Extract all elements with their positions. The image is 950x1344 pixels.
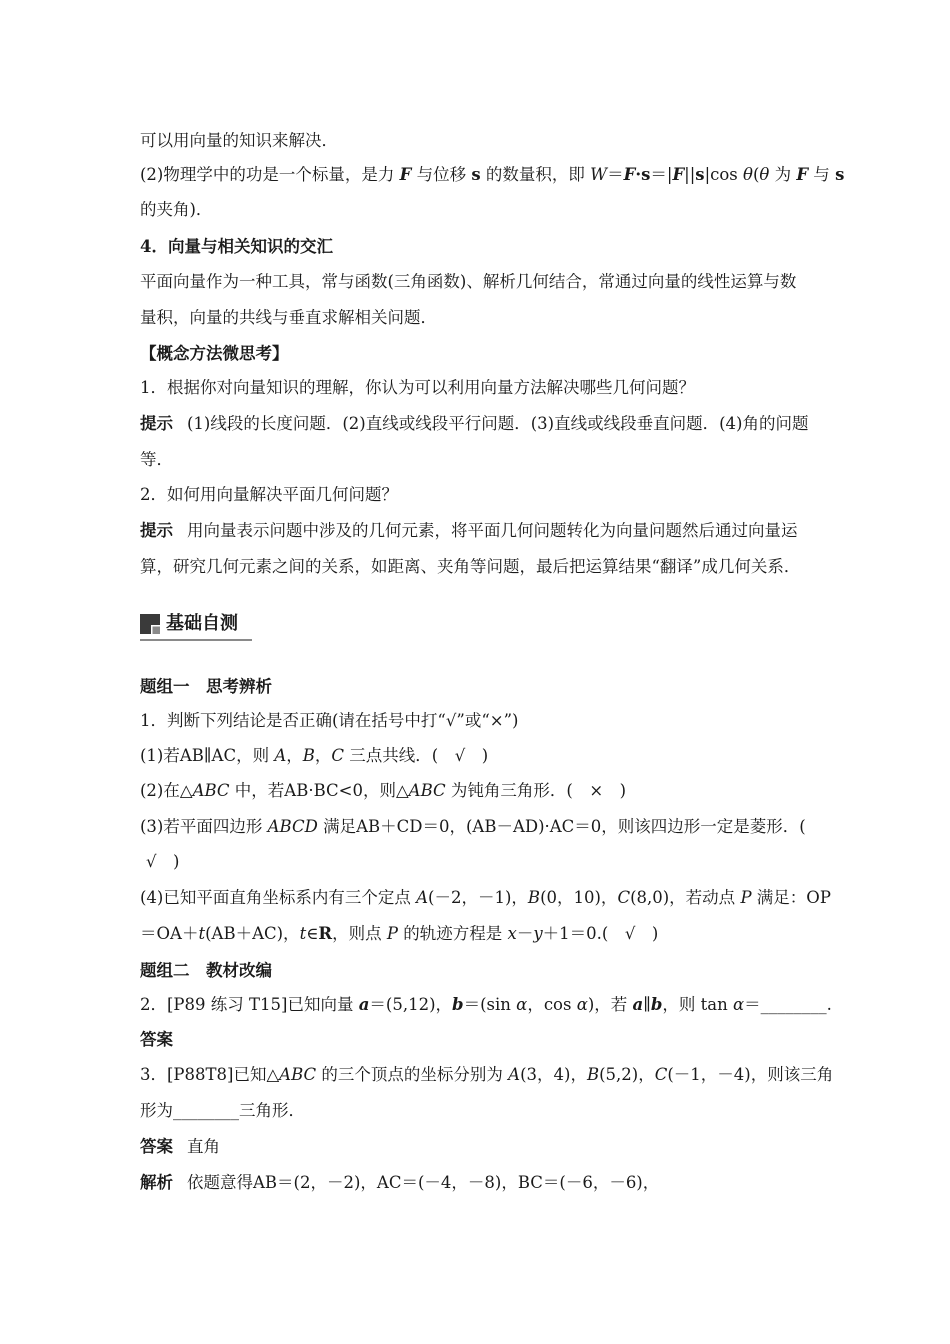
math-symbol: ABC xyxy=(279,1065,317,1084)
task-3 xyxy=(140,1064,834,1086)
text: 平面向量作为一种工具，常与函数(三角函数)、解析几何结合，常通过向量的线性运算与数 xyxy=(140,272,797,291)
vector-symbol: F xyxy=(796,165,809,184)
task-3-cont xyxy=(140,1100,830,1122)
text: 等． xyxy=(140,450,173,469)
math-symbol: C xyxy=(331,746,345,765)
text: 为 xyxy=(769,165,797,184)
hint-1-cont xyxy=(140,449,830,471)
math-symbol: α xyxy=(516,995,528,1014)
math-symbol: y xyxy=(533,924,543,943)
math-symbol: B xyxy=(586,1065,600,1084)
answer-label: 答案 xyxy=(140,1137,173,1156)
vector-symbol: b xyxy=(452,995,464,1014)
math-symbol: P xyxy=(386,924,398,943)
math-symbol: R xyxy=(318,924,333,943)
text: (3，4)， xyxy=(520,1065,587,1084)
math-symbol: ABCD xyxy=(267,817,318,836)
text: ＝________. xyxy=(744,995,832,1014)
text: (1)若AB∥AC，则 xyxy=(140,746,275,765)
text: 三点共线．( √ ) xyxy=(344,746,489,765)
text: (－1，－4)，则该三角 xyxy=(667,1065,834,1084)
text: 与 xyxy=(808,165,836,184)
text: (2)在△ xyxy=(140,781,193,800)
text: (AB＋AC)， xyxy=(205,924,300,943)
text: 的夹角)． xyxy=(140,200,213,219)
math-symbol: A xyxy=(274,746,287,765)
vector-symbol: s xyxy=(695,165,705,184)
hint-2 xyxy=(140,520,830,542)
text: － xyxy=(516,924,534,943)
paragraph-line xyxy=(140,199,830,221)
text: ( xyxy=(752,165,760,184)
text: 2．如何用向量解决平面几何问题？ xyxy=(140,485,398,504)
task-1-item-3 xyxy=(140,816,830,838)
text: (－2，－1)， xyxy=(428,888,528,907)
section-divider xyxy=(140,639,252,641)
hint-label: 提示 xyxy=(140,521,173,540)
text: 2．[P89 练习 T15]已知向量 xyxy=(140,995,359,1014)
paragraph-line xyxy=(140,271,830,293)
vector-symbol: a xyxy=(632,995,644,1014)
text: 可以用向量的知识来解决． xyxy=(140,131,338,150)
text: 的三个顶点的坐标分别为 xyxy=(316,1065,509,1084)
text: ，则点 xyxy=(332,924,387,943)
text: 与位移 xyxy=(411,165,472,184)
math-symbol: α xyxy=(733,995,745,1014)
answer-value: 直角 xyxy=(187,1137,220,1156)
group-2-title xyxy=(140,960,830,982)
text: √ ) xyxy=(146,852,180,871)
math-symbol: t xyxy=(198,924,206,943)
vector-symbol: s xyxy=(641,165,651,184)
task-1-item-3-cont xyxy=(146,851,836,873)
task-1-item-4-cont xyxy=(140,923,830,945)
text: 题组二 教材改编 xyxy=(140,961,272,980)
paragraph-line xyxy=(140,130,830,152)
text: ＝OA＋ xyxy=(140,924,199,943)
text: ＝(5,12)， xyxy=(369,995,453,1014)
concept-title xyxy=(140,343,830,365)
hint-1 xyxy=(140,413,830,435)
group-1-title xyxy=(140,676,830,698)
text: 【概念方法微思考】 xyxy=(140,344,289,363)
text: )，若 xyxy=(587,995,633,1014)
text: 算，研究几何元素之间的关系，如距离、夹角等问题，最后把运算结果“翻译”成几何关系． xyxy=(140,557,801,576)
text: ＝(sin xyxy=(463,995,517,1014)
text: 中，若AB·BC<0，则△ xyxy=(229,781,409,800)
text: (4)已知平面直角坐标系内有三个定点 xyxy=(140,888,417,907)
text: 4．向量与相关知识的交汇 xyxy=(140,237,333,256)
question-2 xyxy=(140,484,830,506)
text: ， xyxy=(314,746,332,765)
text: (8,0)，若动点 xyxy=(630,888,741,907)
task-1-item-1 xyxy=(140,745,830,767)
text: 的数量积，即 xyxy=(480,165,591,184)
section-title: 基础自测 xyxy=(166,613,238,634)
answer-label: 答案 xyxy=(140,1030,173,1049)
task-1-item-4 xyxy=(140,887,830,909)
text: 量积，向量的共线与垂直求解相关问题． xyxy=(140,308,437,327)
vector-symbol: s xyxy=(835,165,845,184)
math-symbol: A xyxy=(416,888,429,907)
vector-symbol: F xyxy=(399,165,412,184)
vector-symbol: s xyxy=(471,165,481,184)
text: ＝| xyxy=(650,165,673,184)
text: 满足：OP xyxy=(751,888,831,907)
question-1 xyxy=(140,377,830,399)
text: ， xyxy=(286,746,303,765)
text: (3)若平面四边形 xyxy=(140,817,268,836)
text: 的轨迹方程是 xyxy=(398,924,508,943)
math-symbol: B xyxy=(302,746,315,765)
text: 依题意得AB＝(2，－2)，AC＝(－4，－8)，BC＝(－6，－6)， xyxy=(187,1173,660,1192)
text: |cos xyxy=(704,165,744,184)
paragraph-work-definition xyxy=(140,164,845,186)
task-1 xyxy=(140,710,830,732)
task-1-item-2 xyxy=(140,780,830,802)
vector-symbol: F xyxy=(672,165,685,184)
vector-symbol: a xyxy=(358,995,370,1014)
text: || xyxy=(684,165,696,184)
text: (5,2)， xyxy=(599,1065,655,1084)
text: 题组一 思考辨析 xyxy=(140,677,272,696)
paragraph-line xyxy=(140,307,830,329)
section-square-icon xyxy=(140,614,160,634)
text: ＋1＝0.( √ ) xyxy=(542,924,659,943)
vector-symbol: F xyxy=(623,165,636,184)
hint-2-cont xyxy=(140,556,830,578)
text: 1．判断下列结论是否正确(请在括号中打“√”或“×”) xyxy=(140,711,519,730)
answer-2 xyxy=(140,1029,830,1051)
math-symbol: A xyxy=(508,1065,521,1084)
text: ，则 tan xyxy=(662,995,734,1014)
hint-label: 提示 xyxy=(140,414,173,433)
text: 形为________三角形． xyxy=(140,1101,305,1120)
section-header xyxy=(140,608,252,642)
text: ∥ xyxy=(643,995,651,1014)
math-symbol: C xyxy=(617,888,631,907)
math-symbol: B xyxy=(527,888,541,907)
text: 3．[P88T8]已知△ xyxy=(140,1065,280,1084)
math-symbol: ABC xyxy=(192,781,230,800)
analysis-label: 解析 xyxy=(140,1173,173,1192)
vector-symbol: b xyxy=(650,995,663,1014)
text: (2)物理学中的功是一个标量，是力 xyxy=(140,165,400,184)
task-2 xyxy=(140,994,830,1016)
text: 1．根据你对向量知识的理解，你认为可以利用向量方法解决哪些几何问题？ xyxy=(140,378,695,397)
text: · xyxy=(635,165,642,184)
math-symbol: x xyxy=(507,924,517,943)
math-symbol: W xyxy=(590,165,608,184)
text: 为钝角三角形．( × ) xyxy=(445,781,627,800)
analysis-3 xyxy=(140,1172,830,1194)
math-symbol: C xyxy=(654,1065,668,1084)
text: ，cos xyxy=(527,995,577,1014)
text: ＝ xyxy=(607,165,624,184)
math-symbol: ABC xyxy=(408,781,446,800)
math-symbol: t xyxy=(299,924,307,943)
text: ∈ xyxy=(306,924,319,943)
text: 满足AB＋CD＝0，(AB－AD)·AC＝0，则该四边形一定是菱形．( xyxy=(317,817,806,836)
answer-3 xyxy=(140,1136,830,1158)
math-symbol: θ xyxy=(759,165,770,184)
math-symbol: P xyxy=(740,888,752,907)
text: (1)线段的长度问题．(2)直线或线段平行问题．(3)直线或线段垂直问题．(4)角的问题 xyxy=(187,414,809,433)
math-symbol: θ xyxy=(743,165,753,184)
subheading-4 xyxy=(140,236,830,258)
math-symbol: α xyxy=(576,995,588,1014)
text: (0，10)， xyxy=(540,888,618,907)
text: 用向量表示问题中涉及的几何元素，将平面几何问题转化为向量问题然后通过向量运 xyxy=(187,521,798,540)
